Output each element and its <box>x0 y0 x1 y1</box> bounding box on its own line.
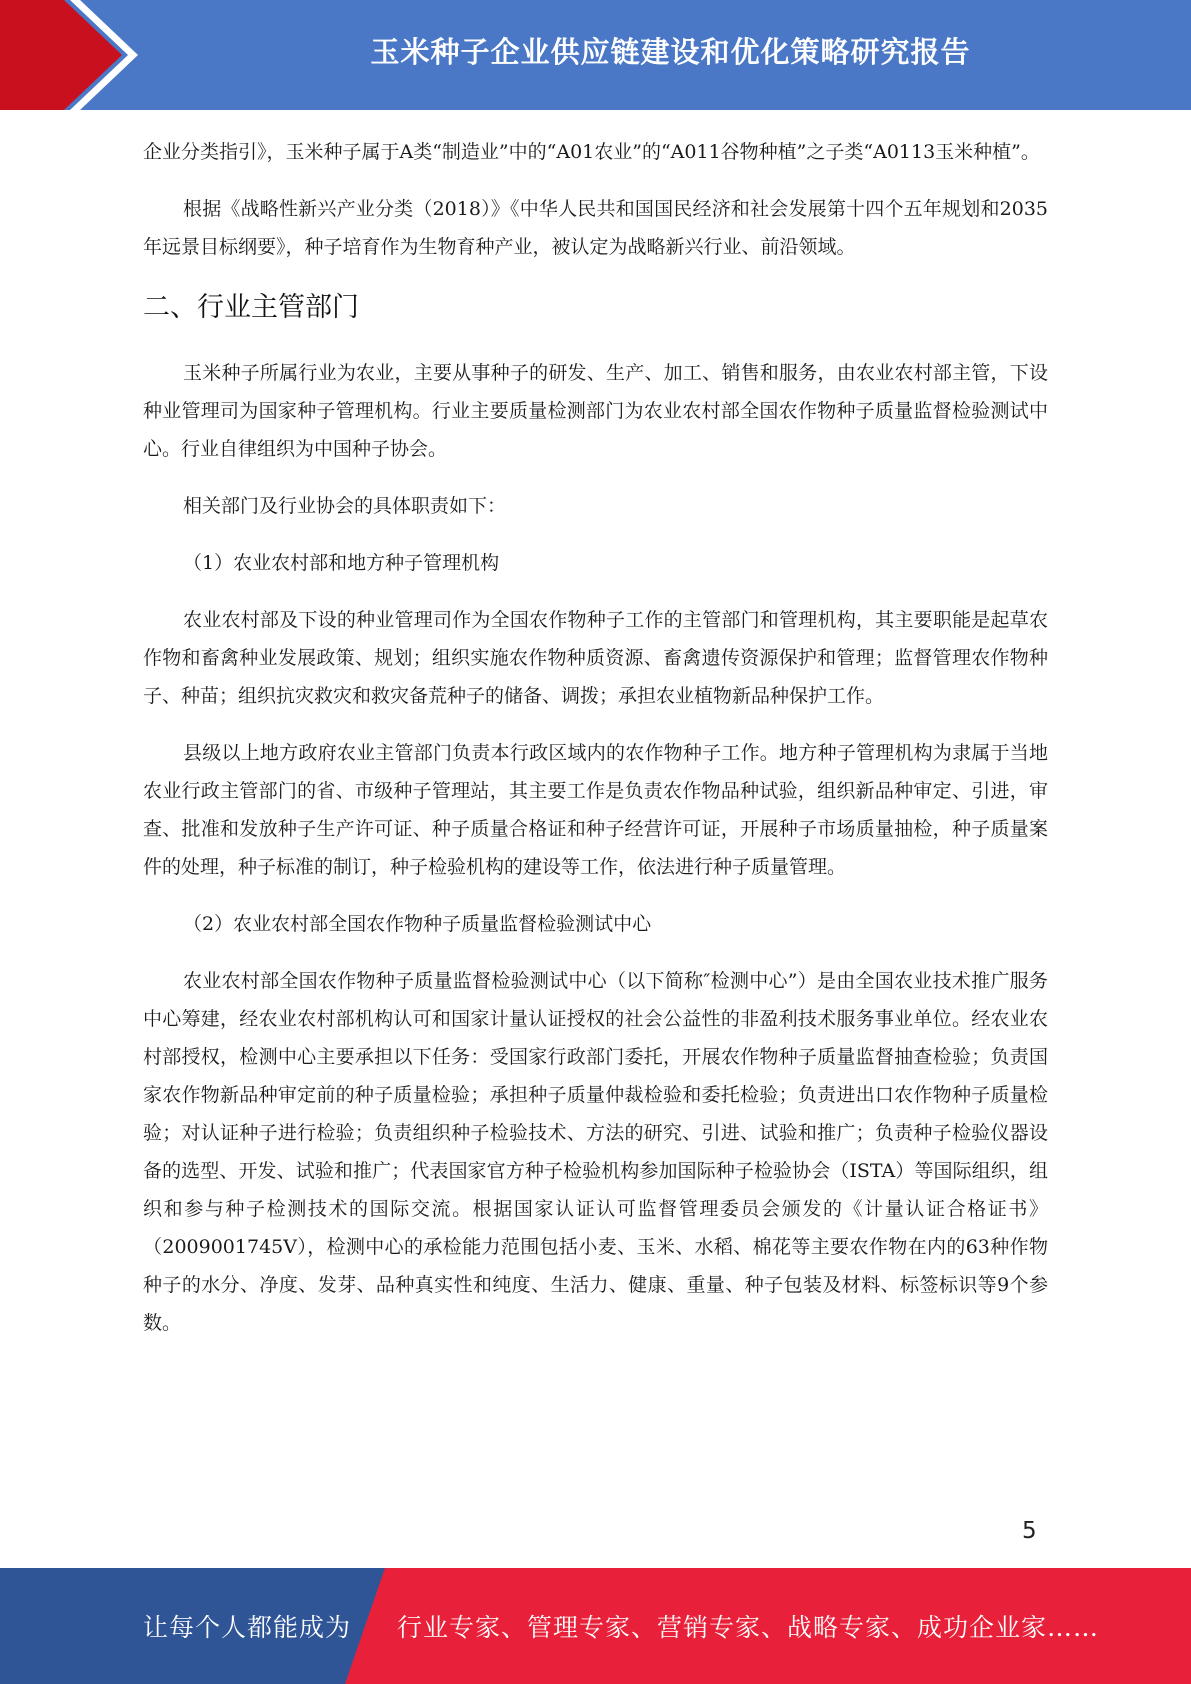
paragraph-testing-center: 农业农村部全国农作物种子质量监督检验测试中心（以下简称″检测中心”）是由全国农业技术推广服务中心筹建，经农业农村部机构认可和国家计量认证授权的社会公益性的非盈利技术服务事业单位。经农业农村部授权，检测中心主要承担以下任务：受国家行政部门委托，开展农作物种子质量监督抽查检验；负责国家农作物新品种审定前的种子质量检验；承担种子质量仲裁检验和委托检验；负责进出口农作物种子质量检验；对认证种子进行检验；负责组织种子检验技术、方法的研究、引进、试验和推广；负责种子检验仪器设备的选型、开发、试验和推广；代表国家官方种子检验机构参加国际种子检验协会（ISTA）等国际组织，组织和参与种子检测技术的国际交流。根据国家认证认可监督管理委员会颁发的《计量认证合格证书》（2009001745V），检测中心的承检能力范围包括小麦、玉米、水稻、棉花等主要农作物在内的63种作物种子的水分、净度、发芽、品种真实性和纯度、生活力、健康、重量、种子包装及材料、标签标识等9个参数。 <box>143 970 1048 1334</box>
footer-slogan-left: 让每个人都能成为 <box>143 1613 352 1642</box>
paragraph-duties-intro: 相关部门及行业协会的具体职责如下： <box>183 495 507 517</box>
paragraph-strategic-industry: 根据《战略性新兴产业分类（2018）》《中华人民共和国国民经济和社会发展第十四个五年规划和2035年远景目标纲要》，种子培育作为生物育种产业，被认定为战略新兴行业、前沿领域。 <box>143 198 1048 258</box>
section-heading: 二、行业主管部门 <box>143 292 359 323</box>
page-number: 5 <box>1022 1518 1037 1544</box>
paragraph-continuation: 企业分类指引》，玉米种子属于A类“制造业”中的“A01农业”的“A011谷物种植”之子类“A0113玉米种植”。 <box>143 141 1040 163</box>
list-item-heading-2: （2）农业农村部全国农作物种子质量监督检验测试中心 <box>183 913 652 935</box>
list-item-heading-1: （1）农业农村部和地方种子管理机构 <box>183 552 500 574</box>
paragraph-local-authorities: 县级以上地方政府农业主管部门负责本行政区域内的农作物种子工作。地方种子管理机构为隶属于当地农业行政主管部门的省、市级种子管理站，其主要工作是负责农作物品种试验，组织新品种审定、引进，审查、批准和发放种子生产许可证、种子质量合格证和种子经营许可证，开展种子市场质量抽检，种子质量案件的处理，种子标准的制订，种子检验机构的建设等工作，依法进行种子质量管理。 <box>143 742 1048 878</box>
paragraph-industry-authority: 玉米种子所属行业为农业，主要从事种子的研发、生产、加工、销售和服务，由农业农村部主管，下设种业管理司为国家种子管理机构。行业主要质量检测部门为农业农村部全国农作物种子质量监督检验测试中心。行业自律组织为中国种子协会。 <box>143 362 1048 460</box>
paragraph-ministry-duties: 农业农村部及下设的种业管理司作为全国农作物种子工作的主管部门和管理机构，其主要职能是起草农作物和畜禽种业发展政策、规划；组织实施农作物种质资源、畜禽遗传资源保护和管理；监督管理农作物种子、种苗；组织抗灾救灾和救灾备荒种子的储备、调拨；承担农业植物新品种保护工作。 <box>143 609 1048 707</box>
page-footer <box>0 1568 1191 1684</box>
report-title: 玉米种子企业供应链建设和优化策略研究报告 <box>370 34 971 69</box>
page-header <box>0 0 1191 110</box>
footer-slogan-right: 行业专家、管理专家、营销专家、战略专家、成功企业家…… <box>397 1613 1100 1642</box>
document-body <box>143 133 1048 1342</box>
header-arrow-decoration <box>0 0 150 110</box>
